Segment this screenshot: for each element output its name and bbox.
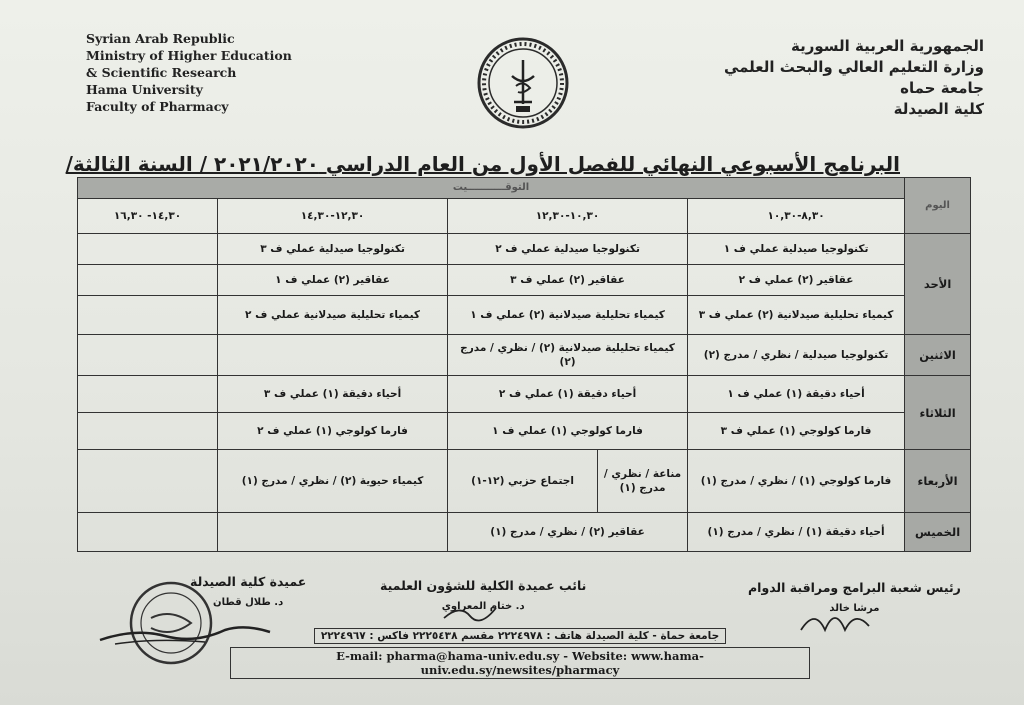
schedule-cell: فارما كولوجي (١) عملي ف ٣ (688, 413, 905, 450)
header-line: Ministry of Higher Education (86, 48, 292, 63)
schedule-cell: عقاقير (٢) / نظري / مدرج (١) (448, 513, 688, 552)
vice-dean-signature-scribble (440, 600, 500, 624)
header-line: Hama University (86, 82, 203, 97)
time-header: التوقـــــــــــيت (78, 178, 905, 199)
day-column-header: اليوم (905, 178, 971, 234)
schedule-cell: عقاقير (٢) عملي ف ٢ (688, 265, 905, 296)
schedule-cell (78, 450, 218, 513)
schedule-cell: تكنولوجيا صيدلية عملي ف ١ (688, 234, 905, 265)
schedule-cell (78, 234, 218, 265)
schedule-cell: فارما كولوجي (١) عملي ف ١ (448, 413, 688, 450)
day-sunday: الأحد (905, 234, 971, 335)
header-line: Syrian Arab Republic (86, 31, 235, 46)
schedule-cell: أحياء دقيقة (١) عملي ف ٣ (218, 376, 448, 413)
time-slot: ٨,٣٠-١٠,٣٠ (688, 199, 905, 234)
schedule-cell: تكنولوجيا صيدلية عملي ف ٣ (218, 234, 448, 265)
time-slot: ١٠,٣٠-١٢,٣٠ (448, 199, 688, 234)
schedule-cell (218, 335, 448, 376)
dean-name: د. طلال قطان (213, 597, 284, 608)
english-header (86, 30, 292, 115)
day-thursday: الخميس (905, 513, 971, 552)
contact-box (230, 628, 810, 679)
schedule-cell: فارما كولوجي (١) / نظري / مدرج (١) (688, 450, 905, 513)
schedule-cell: كيمياء تحليلية صيدلانية عملي ف ٢ (218, 296, 448, 335)
schedule-cell (78, 265, 218, 296)
vice-dean-title: نائب عميدة الكلية للشؤون العلمية (380, 578, 587, 593)
time-slot: ١٢,٣٠-١٤,٣٠ (218, 199, 448, 234)
header-line: جامعة حماه (900, 79, 984, 97)
header-line: & Scientific Research (86, 65, 237, 80)
header-line: كلية الصيدلة (893, 100, 984, 118)
day-tuesday: الثلاثاء (905, 376, 971, 450)
schedule-cell (78, 413, 218, 450)
schedule-cell: تكنولوجيا صيدلية عملي ف ٢ (448, 234, 688, 265)
schedule-cell: مناعة / نظري / مدرج (١) (598, 450, 688, 513)
header-line: الجمهورية العربية السورية (791, 37, 984, 55)
vice-dean-name: د. ختام المعراوي (441, 601, 525, 612)
university-seal-logo (476, 36, 570, 130)
header-line: وزارة التعليم العالي والبحث العلمي (723, 58, 984, 76)
schedule-cell: كيمياء تحليلية صيدلانية (٢) عملي ف ٣ (688, 296, 905, 335)
schedule-cell: فارما كولوجي (١) عملي ف ٢ (218, 413, 448, 450)
schedule-cell (78, 513, 218, 552)
schedule-cell: اجتماع حزبي (١٢-١) (448, 450, 598, 513)
schedule-cell: أحياء دقيقة (١) عملي ف ٢ (448, 376, 688, 413)
day-wednesday: الأربعاء (905, 450, 971, 513)
schedule-cell: كيمياء تحليلية صيدلانية (٢) عملي ف ١ (448, 296, 688, 335)
schedule-cell: أحياء دقيقة (١) / نظري / مدرج (١) (688, 513, 905, 552)
dean-title: عميدة كلية الصيدلة (190, 574, 307, 589)
schedule-cell (78, 296, 218, 335)
schedule-cell: عقاقير (٢) عملي ف ١ (218, 265, 448, 296)
schedule-cell: أحياء دقيقة (١) عملي ف ١ (688, 376, 905, 413)
day-monday: الاثنين (905, 335, 971, 376)
schedule-cell (78, 376, 218, 413)
program-head-title: رئيس شعبة البرامج ومراقبة الدوام (748, 580, 961, 595)
phone-line: جامعة حماة - كلية الصيدلة هاتف : ٢٢٢٤٩٧٨ مقسم ٢٢٢٥٤٣٨ فاكس : ٢٢٢٤٩٦٧ (314, 628, 726, 644)
weekly-schedule-table (77, 177, 971, 552)
schedule-cell: كيمياء تحليلية صيدلانية (٢) / نظري / مدرج (٢) (448, 335, 688, 376)
arabic-header (724, 36, 984, 120)
schedule-title: البرنامج الأسبوعي النهائي للفصل الأول من العام الدراسي ٢٠٢١/٢٠٢٠ / السنة الثالثة/ (65, 152, 900, 176)
schedule-cell (218, 513, 448, 552)
schedule-cell: كيمياء حيوية (٢) / نظري / مدرج (١) (218, 450, 448, 513)
time-slot: ١٤,٣٠- ١٦,٣٠ (78, 199, 218, 234)
program-head-name: مرشا خالد (829, 603, 880, 614)
schedule-cell (78, 335, 218, 376)
header-line: Faculty of Pharmacy (86, 99, 229, 114)
schedule-cell: تكنولوجيا صيدلية / نظري / مدرج (٢) (688, 335, 905, 376)
schedule-cell: عقاقير (٢) عملي ف ٣ (448, 265, 688, 296)
web-line: E-mail: pharma@hama-univ.edu.sy - Website: www.hama-univ.edu.sy/newsites/pharmacy (230, 647, 810, 679)
